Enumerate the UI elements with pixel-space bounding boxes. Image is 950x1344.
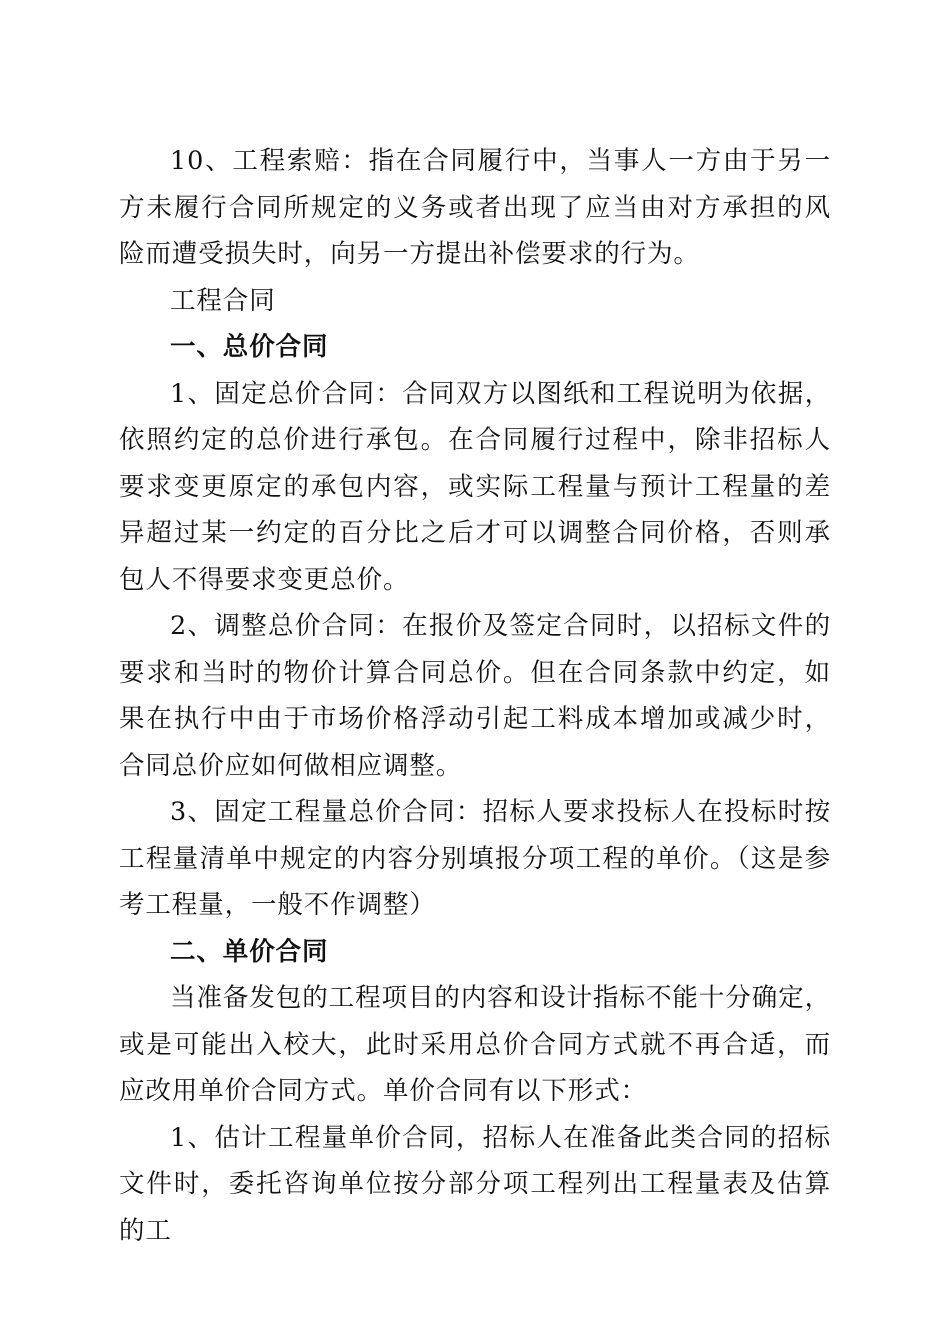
heading-lump-sum-contract: 一、总价合同 xyxy=(170,332,329,362)
paragraph-estimated-quantity-unit-price: 1、估计工程量单价合同，招标人在准备此类合同的招标文件时，委托咨询单位按分部分项工程列出工程量表及估算的工 xyxy=(119,1122,831,1246)
section-title-engineering-contract: 工程合同 xyxy=(170,285,276,316)
paragraph-fixed-quantity-lump-sum: 3、固定工程量总价合同：招标人要求投标人在投标时按工程量清单中规定的内容分别填报分项工程的单价。（这是参考工程量，一般不作调整） xyxy=(119,797,831,920)
paragraph-unit-price-intro: 当准备发包的工程项目的内容和设计指标不能十分确定，或是可能出入校大，此时采用总价合同方式就不再合适，而应改用单价合同方式。单价合同有以下形式： xyxy=(119,983,831,1106)
paragraph-adjustable-lump-sum: 2、调整总价合同：在报价及签定合同时，以招标文件的要求和当时的物价计算合同总价。但在合同条款中约定，如果在执行中由于市场价格浮动引起工料成本增加或减少时，合同总价应如何做相应调整。 xyxy=(119,611,831,781)
heading-unit-price-contract: 二、单价合同 xyxy=(170,936,329,967)
paragraph-claim-definition: 10、工程索赔：指在合同履行中，当事人一方由于另一方未履行合同所规定的义务或者出现了应当由对方承担的风险而遭受损失时，向另一方提出补偿要求的行为。 xyxy=(119,146,831,269)
paragraph-fixed-lump-sum: 1、固定总价合同：合同双方以图纸和工程说明为依据，依照约定的总价进行承包。在合同履行过程中，除非招标人要求变更原定的承包内容，或实际工程量与预计工程量的差异超过某一约定的百分比之后才可以调整合同价格，否则承包人不得要求变更总价。 xyxy=(119,378,831,595)
document-body xyxy=(119,138,831,1254)
